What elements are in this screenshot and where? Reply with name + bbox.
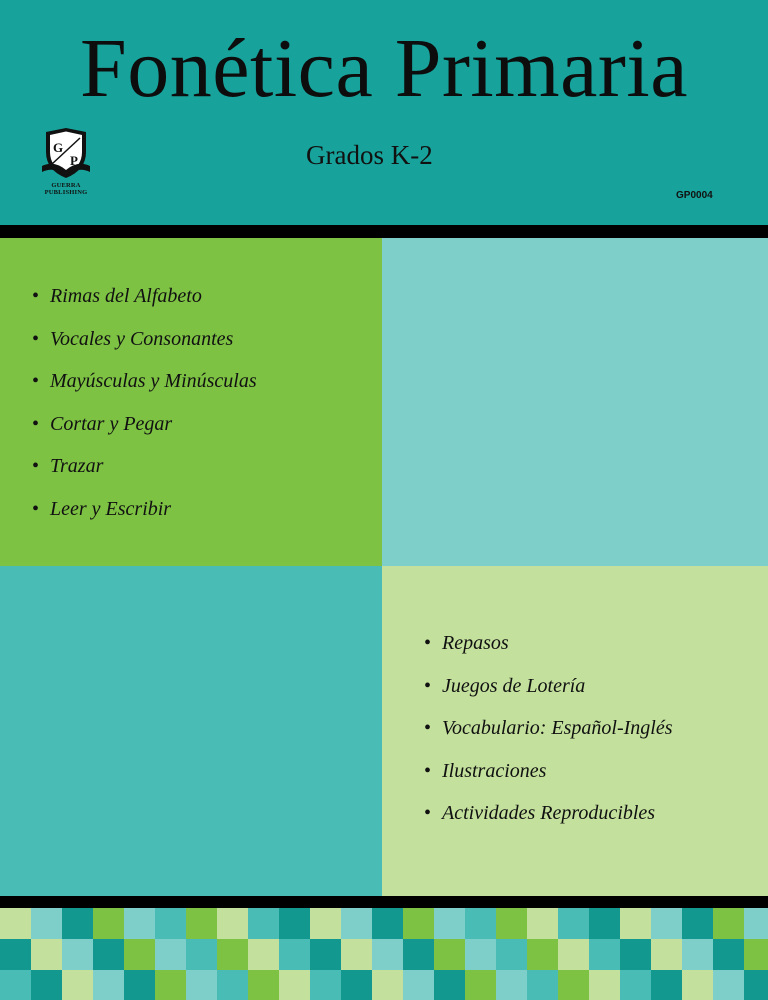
checker-tile	[527, 939, 558, 970]
checker-tile	[0, 939, 31, 970]
checker-tile	[31, 970, 62, 1000]
checker-tile	[744, 908, 768, 939]
checker-tile	[434, 939, 465, 970]
list-item: • Leer y Escribir	[32, 497, 172, 520]
checker-tile	[31, 908, 62, 939]
checker-tile	[682, 939, 713, 970]
checker-tile	[713, 939, 744, 970]
list-item: • Ilustraciones	[424, 759, 547, 782]
checker-tile	[372, 970, 403, 1000]
checker-tile	[341, 939, 372, 970]
product-code: GP0004	[676, 190, 713, 201]
checker-tile	[620, 970, 651, 1000]
checker-tile	[558, 939, 589, 970]
checker-tile	[93, 908, 124, 939]
feature-list-left	[32, 285, 257, 541]
list-item: • Vocales y Consonantes	[32, 327, 234, 350]
list-item: • Cortar y Pegar	[32, 412, 173, 435]
checker-tile	[248, 970, 279, 1000]
checker-tile	[310, 939, 341, 970]
publisher-name-line2: PUBLISHING	[44, 189, 88, 196]
checker-tile	[310, 970, 341, 1000]
checker-tile	[589, 908, 620, 939]
checker-tile	[682, 908, 713, 939]
logo-monogram-bottom: P	[70, 153, 78, 168]
list-item: • Mayúsculas y Minúsculas	[32, 370, 257, 393]
checker-tile	[341, 908, 372, 939]
checker-tile	[124, 908, 155, 939]
checker-tile	[124, 939, 155, 970]
checker-tile	[341, 970, 372, 1000]
checker-tile	[713, 908, 744, 939]
checker-tile	[713, 970, 744, 1000]
checker-tile	[93, 970, 124, 1000]
checker-tile	[186, 970, 217, 1000]
bullet-icon: •	[424, 759, 432, 782]
checker-tile	[310, 908, 341, 939]
panel-top-right	[382, 238, 768, 566]
checker-tile	[558, 908, 589, 939]
list-item: • Juegos de Lotería	[424, 674, 586, 697]
checker-tile	[279, 970, 310, 1000]
checker-tile	[465, 908, 496, 939]
cover-header	[0, 0, 768, 225]
bullet-icon: •	[424, 802, 432, 825]
bottom-divider-band	[0, 896, 768, 908]
checker-tile	[403, 970, 434, 1000]
checker-tile	[217, 970, 248, 1000]
checker-tile	[744, 939, 768, 970]
checker-tile	[186, 939, 217, 970]
checker-tile	[0, 970, 31, 1000]
checker-tile	[248, 908, 279, 939]
bullet-icon: •	[32, 412, 40, 435]
publisher-logo	[40, 126, 92, 202]
shield-book-logo-icon	[40, 126, 92, 184]
bullet-icon: •	[424, 632, 432, 654]
list-item: • Trazar	[32, 455, 104, 478]
checker-tile	[651, 939, 682, 970]
checker-tile	[155, 970, 186, 1000]
checker-tile	[620, 908, 651, 939]
bullet-icon: •	[424, 717, 432, 740]
checker-tile	[372, 908, 403, 939]
checker-tile	[403, 908, 434, 939]
checker-tile	[527, 908, 558, 939]
checker-tile	[124, 970, 155, 1000]
checker-tile	[31, 939, 62, 970]
checkerboard-border	[0, 908, 768, 1000]
checker-tile	[496, 939, 527, 970]
checker-tile	[217, 908, 248, 939]
checker-tile	[434, 908, 465, 939]
publisher-name-line1: GUERRA	[51, 182, 81, 189]
checker-tile	[186, 908, 217, 939]
bullet-icon: •	[32, 285, 40, 307]
checker-tile	[620, 939, 651, 970]
checker-tile	[62, 970, 93, 1000]
cover-title: Fonética Primaria	[80, 22, 688, 115]
checker-tile	[279, 908, 310, 939]
checker-tile	[651, 908, 682, 939]
checker-tile	[93, 939, 124, 970]
checker-tile	[682, 970, 713, 1000]
checker-tile	[465, 970, 496, 1000]
checker-tile	[217, 939, 248, 970]
checker-tile	[434, 970, 465, 1000]
checker-tile	[589, 939, 620, 970]
grade-subtitle: Grados K-2	[306, 140, 433, 170]
bullet-icon: •	[32, 497, 40, 520]
checker-tile	[496, 908, 527, 939]
bullet-icon: •	[32, 327, 40, 350]
checker-tile	[155, 908, 186, 939]
checker-tile	[62, 908, 93, 939]
checker-tile	[248, 939, 279, 970]
list-item: • Actividades Reproducibles	[424, 802, 656, 825]
checker-tile	[558, 970, 589, 1000]
checker-tile	[155, 939, 186, 970]
panel-bottom-left	[0, 566, 382, 896]
bullet-icon: •	[32, 370, 40, 393]
checker-tile	[744, 970, 768, 1000]
checker-tile	[465, 939, 496, 970]
feature-list-right	[424, 632, 673, 845]
checker-tile	[62, 939, 93, 970]
list-item: • Rimas del Alfabeto	[32, 285, 202, 307]
bullet-icon: •	[32, 455, 40, 478]
checker-tile	[496, 970, 527, 1000]
checker-tile	[589, 970, 620, 1000]
bullet-icon: •	[424, 674, 432, 697]
checker-tile	[372, 939, 403, 970]
top-divider-band	[0, 225, 768, 238]
checker-tile	[527, 970, 558, 1000]
checker-tile	[403, 939, 434, 970]
list-item: • Vocabulario: Español-Inglés	[424, 717, 673, 740]
list-item: • Repasos	[424, 632, 509, 654]
checker-tile	[0, 908, 31, 939]
checker-tile	[651, 970, 682, 1000]
checker-tile	[279, 939, 310, 970]
logo-monogram-top: G	[52, 140, 64, 155]
